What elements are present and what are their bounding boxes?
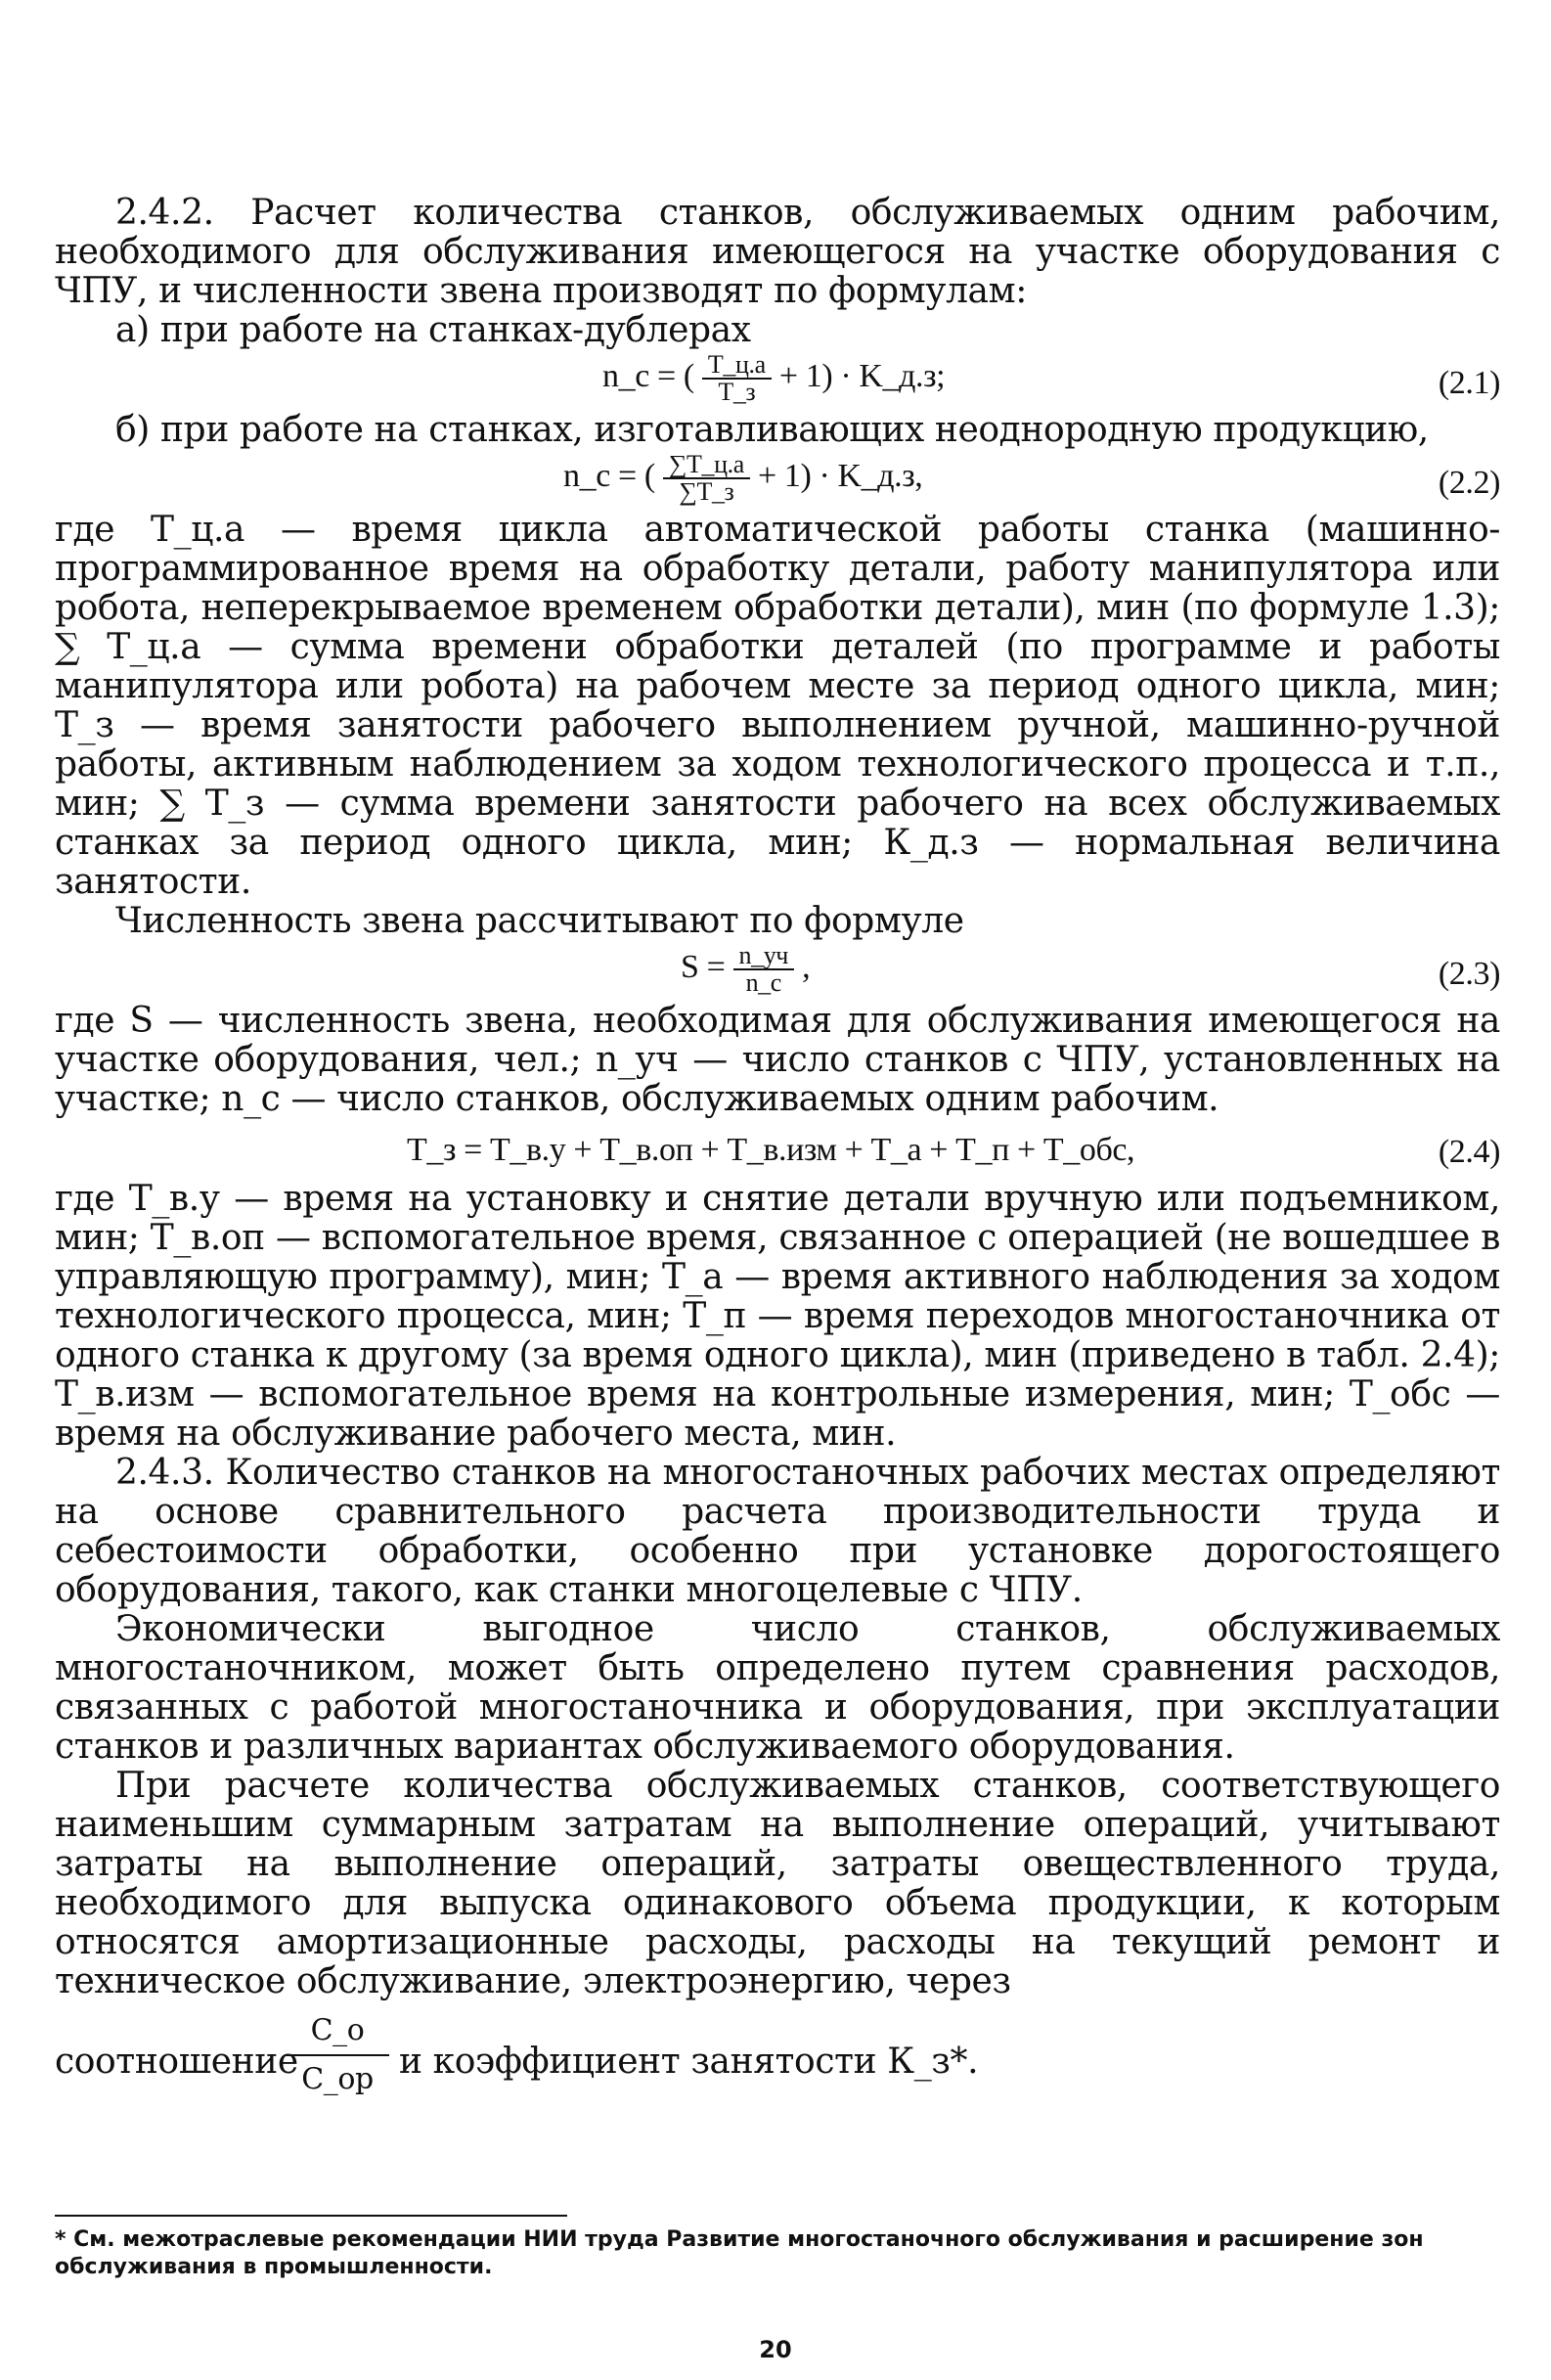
paragraph-calculation: При расчете количества обслуживаемых станков, соответствующего наименьшим суммарным затратам на выполнение операций, учитывают затраты на выполнение операций, затраты овеществленного труда, необходимого для выпуска одинакового объема продукции, к которым относятся амортизационные расходы, расходы на текущий ремонт и техническое обслуживание, электроэнергию, через xyxy=(55,1766,1500,2001)
footnote-rule xyxy=(55,2215,567,2217)
formula-2-3 xyxy=(55,943,1500,1000)
fraction-numerator: ∑T_ц.а xyxy=(663,452,750,479)
fraction xyxy=(733,943,794,996)
item-b: б) при работе на станках, изготавливающих неоднородную продукцию, xyxy=(115,410,1429,450)
formula-expression: T_з = T_в.у + T_в.оп + T_в.изм + T_а + T_п + T_обс, xyxy=(407,1132,1135,1168)
formula-lhs: S = xyxy=(681,948,726,985)
ratio-right-text: и коэффициент занятости К_з*. xyxy=(399,2042,979,2082)
paragraph-2-4-2: 2.4.2. Расчет количества станков, обслуживаемых одним рабочим, необходимого для обслуживания имеющегося на участке оборудования с ЧПУ, и численности звена производят по формулам: xyxy=(55,193,1500,311)
formula-2-2 xyxy=(55,452,1500,509)
formula-lhs: n_c = ( xyxy=(602,357,694,394)
ratio-denominator: С_ор xyxy=(301,2062,374,2096)
fraction-numerator: T_ц.а xyxy=(702,352,772,380)
equation-number: (2.2) xyxy=(1438,465,1500,501)
fraction-numerator: n_уч xyxy=(733,943,794,970)
formula-rhs: , xyxy=(802,948,811,985)
fraction xyxy=(702,352,772,405)
formula-rhs: + 1) · K_д.з; xyxy=(778,357,946,394)
ratio-numerator: С_о xyxy=(310,2013,365,2047)
equation-number: (2.4) xyxy=(1438,1134,1500,1170)
formula-2-1 xyxy=(55,352,1500,409)
item-a: а) при работе на станках-дублерах xyxy=(115,310,751,350)
paragraph-2-4-3: 2.4.3. Количество станков на многостаночных рабочих местах определяют на основе сравнительного расчета производительности труда и себестоимости обработки, особенно при установке дорогостоящего оборудования, такого, как станки многоцелевые с ЧПУ. xyxy=(55,1453,1500,1610)
ratio-line xyxy=(55,2007,1500,2115)
paragraph-where-2: где S — численность звена, необходимая для обслуживания имеющегося на участке оборудования, чел.; n_уч — число станков с ЧПУ, установленных на участке; n_с — число станков, обслуживаемых одним рабочим. xyxy=(55,1001,1500,1119)
page-body xyxy=(55,194,1500,2115)
formula-lhs: n_c = ( xyxy=(563,457,655,494)
ratio-left-text: соотношение xyxy=(55,2042,298,2082)
paragraph-where-3: где Т_в.у — время на установку и снятие детали вручную или подъемником, мин; Т_в.оп — вспомогательное время, связанное с операцией (не вошедшее в управляющую программу), мин; Т_а — время активного наблюдения за ходом технологического процесса, мин; Т_п — время переходов многостаночника от одного станка к другому (за время одного цикла), мин (приведено в табл. 2.4); Т_в.изм — вспомогательное время на контрольные измерения, мин; Т_обс — время на обслуживание рабочего места, мин. xyxy=(55,1179,1500,1454)
fraction-denominator: T_з xyxy=(718,378,756,406)
equation-number: (2.1) xyxy=(1438,365,1500,401)
ratio-fraction xyxy=(286,2007,389,2103)
fraction xyxy=(663,452,750,505)
paragraph-economic: Экономически выгодное число станков, обслуживаемых многостаночником, может быть определено путем сравнения расходов, связанных с работой многостаночника и оборудования, при эксплуатации станков и различных вариантах обслуживаемого оборудования. xyxy=(55,1609,1500,1767)
fraction-denominator: n_c xyxy=(745,968,781,997)
formula-2-4 xyxy=(55,1121,1500,1178)
formula-rhs: + 1) · K_д.з, xyxy=(758,457,923,494)
paragraph-crew: Численность звена рассчитывают по формуле xyxy=(115,901,964,941)
page-number: 20 xyxy=(759,2336,792,2363)
paragraph-where-1: где Т_ц.а — время цикла автоматической работы станка (машинно-программированное время на обработку детали, работу манипулятора или робота, неперекрываемое временем обработки детали), мин (по формуле 1.3); ∑ Т_ц.а — сумма времени обработки деталей (по программе и работы манипулятора или робота) на рабочем месте за период одного цикла, мин; Т_з — время занятости рабочего выполнением ручной, машинно-ручной работы, активным наблюдением за ходом технологического процесса и т.п., мин; ∑ Т_з — сумма времени занятости рабочего на всех обслуживаемых станках за период одного цикла, мин; К_д.з — нормальная величина занятости. xyxy=(55,510,1500,902)
footnote: * См. межотраслевые рекомендации НИИ труда Развитие многостаночного обслуживания и расширение зон обслуживания в промышленности. xyxy=(55,2227,1424,2279)
fraction-denominator: ∑T_з xyxy=(679,477,734,506)
equation-number: (2.3) xyxy=(1438,956,1500,992)
